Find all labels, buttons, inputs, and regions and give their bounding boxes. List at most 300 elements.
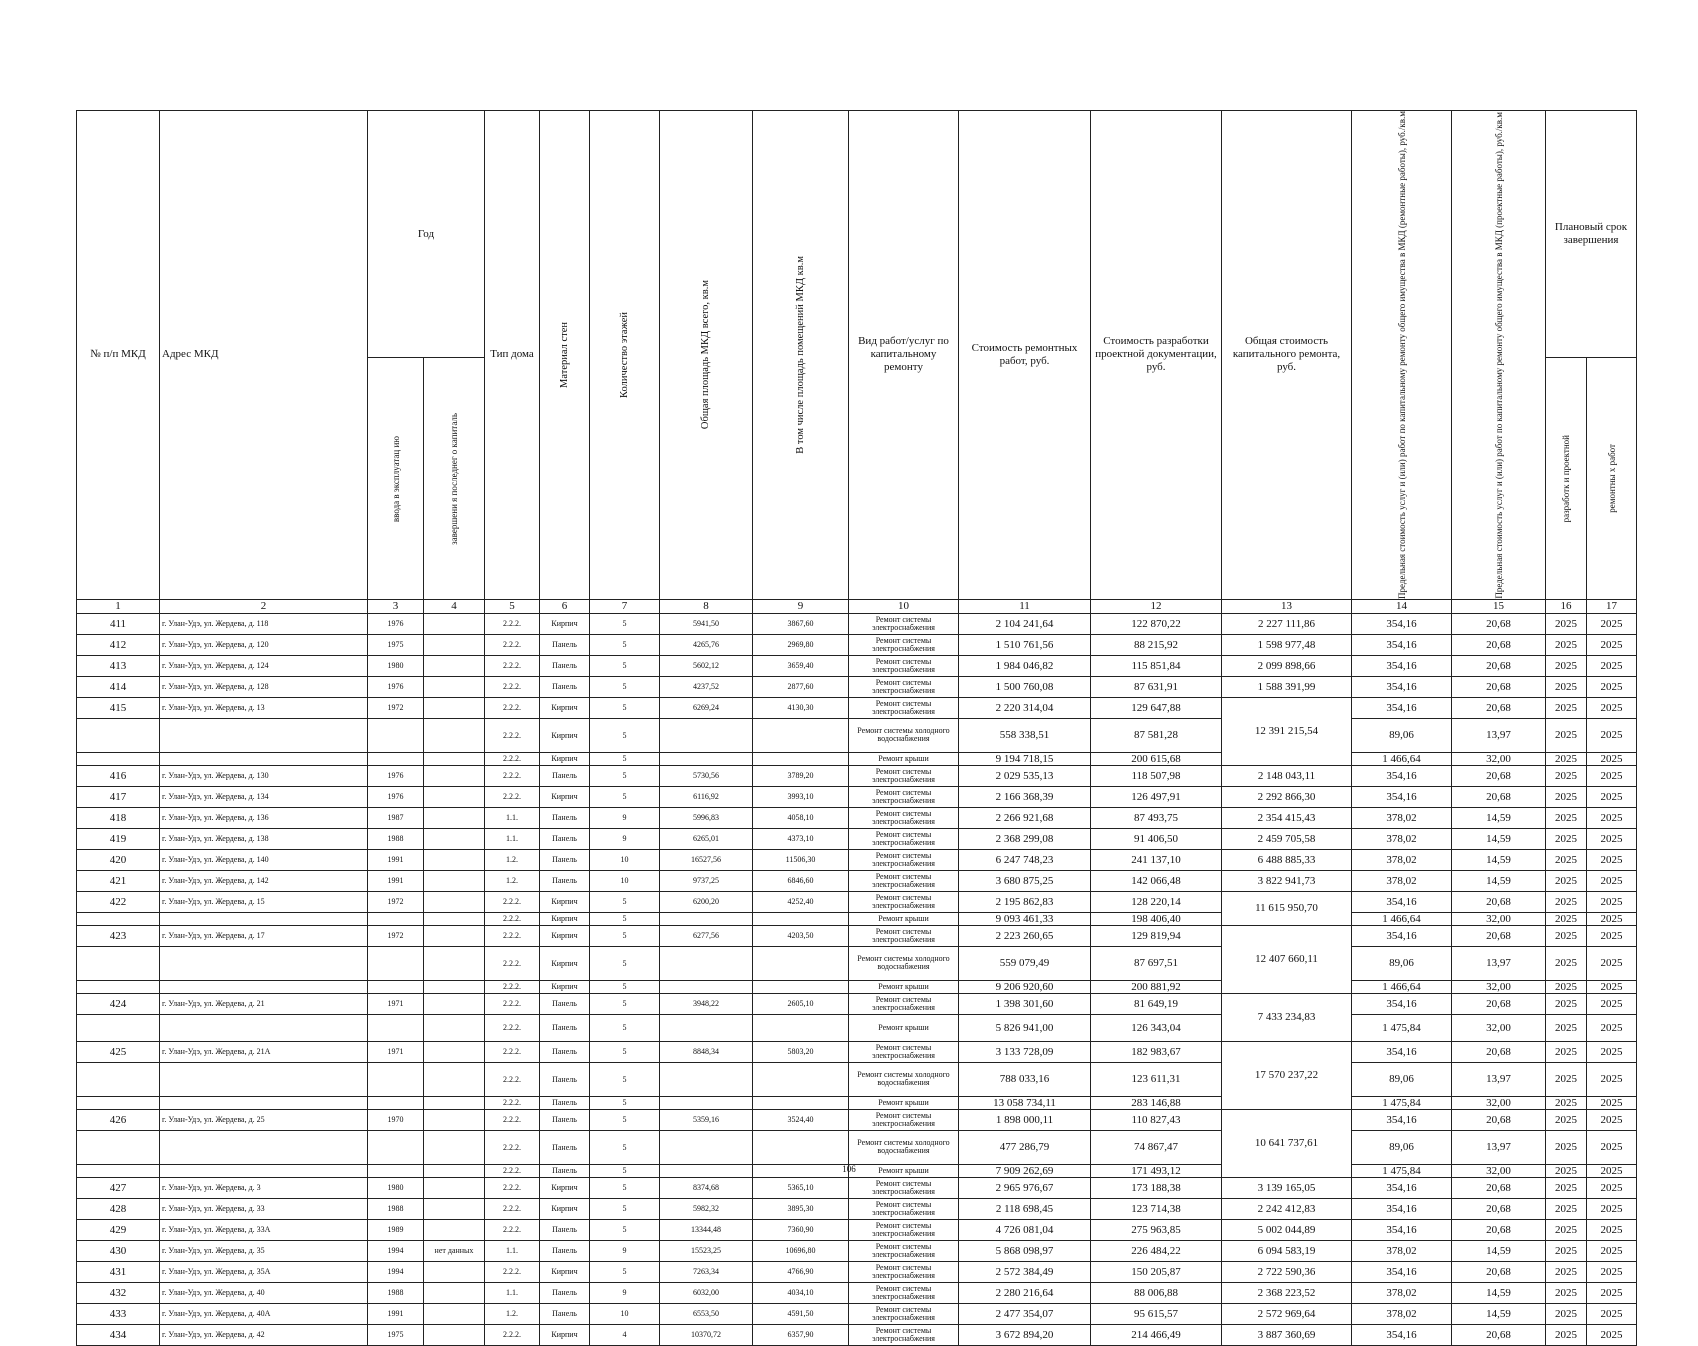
design-cost-cell: 283 146,88 — [1091, 1096, 1222, 1109]
year-commission-cell: 1976 — [368, 676, 424, 697]
limit-design-cell: 32,00 — [1452, 1164, 1546, 1177]
wall-material-cell: Кирпич — [540, 1261, 590, 1282]
column-number: 16 — [1546, 599, 1587, 613]
row-number: 427 — [77, 1177, 160, 1198]
design-cost-cell: 173 188,38 — [1091, 1177, 1222, 1198]
repair-cost-cell: 477 286,79 — [959, 1130, 1091, 1164]
limit-repair-cell: 354,16 — [1352, 993, 1452, 1014]
year-last-cell — [424, 676, 485, 697]
deadline-repair-cell: 2025 — [1587, 1062, 1637, 1096]
capital-repair-table-sheet — [76, 110, 1636, 1346]
year-commission-cell — [368, 1130, 424, 1164]
table-row — [77, 1282, 1637, 1303]
limit-repair-cell: 378,02 — [1352, 807, 1452, 828]
year-last-cell — [424, 1062, 485, 1096]
row-number: 428 — [77, 1198, 160, 1219]
floors-cell: 5 — [590, 912, 660, 925]
deadline-repair-cell: 2025 — [1587, 1324, 1637, 1345]
house-type-cell: 1.1. — [485, 1282, 540, 1303]
row-number — [77, 912, 160, 925]
total-cost-cell: 6 488 885,33 — [1222, 849, 1352, 870]
limit-repair-cell: 354,16 — [1352, 1177, 1452, 1198]
wall-material-cell: Панель — [540, 1240, 590, 1261]
floors-cell: 5 — [590, 891, 660, 912]
deadline-repair-cell: 2025 — [1587, 946, 1637, 980]
limit-repair-cell: 354,16 — [1352, 786, 1452, 807]
premises-area-cell: 4058,10 — [753, 807, 849, 828]
repair-cost-cell: 13 058 734,11 — [959, 1096, 1091, 1109]
floors-cell: 5 — [590, 1177, 660, 1198]
wall-material-cell: Панель — [540, 1130, 590, 1164]
total-area-cell — [660, 946, 753, 980]
capital-repair-table — [76, 110, 1637, 1346]
deadline-design-cell: 2025 — [1546, 634, 1587, 655]
wall-material-cell: Панель — [540, 634, 590, 655]
year-last-cell — [424, 1282, 485, 1303]
total-cost-cell: 2 242 412,83 — [1222, 1198, 1352, 1219]
year-commission-cell — [368, 752, 424, 765]
total-area-cell: 7263,34 — [660, 1261, 753, 1282]
design-cost-cell: 226 484,22 — [1091, 1240, 1222, 1261]
premises-area-cell: 6846,60 — [753, 870, 849, 891]
work-type-cell: Ремонт крыши — [849, 752, 959, 765]
row-number — [77, 1014, 160, 1041]
address-cell: г. Улан-Удэ, ул. Жердева, д. 120 — [160, 634, 368, 655]
address-cell: г. Улан-Удэ, ул. Жердева, д. 33 — [160, 1198, 368, 1219]
total-cost-cell: 2 227 111,86 — [1222, 613, 1352, 634]
wall-material-cell: Панель — [540, 870, 590, 891]
limit-repair-cell: 378,02 — [1352, 1282, 1452, 1303]
limit-design-cell: 20,68 — [1452, 697, 1546, 718]
floors-cell: 5 — [590, 1261, 660, 1282]
premises-area-cell: 3867,60 — [753, 613, 849, 634]
deadline-repair-cell: 2025 — [1587, 1096, 1637, 1109]
table-row — [77, 786, 1637, 807]
wall-material-cell: Кирпич — [540, 1324, 590, 1345]
table-row — [77, 718, 1637, 752]
design-cost-cell: 241 137,10 — [1091, 849, 1222, 870]
floors-cell: 5 — [590, 634, 660, 655]
table-row — [77, 912, 1637, 925]
header-num: № п/п МКД — [77, 111, 160, 600]
year-last-cell — [424, 912, 485, 925]
column-number: 15 — [1452, 599, 1546, 613]
address-cell: г. Улан-Удэ, ул. Жердева, д. 33А — [160, 1219, 368, 1240]
wall-material-cell: Кирпич — [540, 1177, 590, 1198]
work-type-cell: Ремонт системы электроснабжения — [849, 1282, 959, 1303]
row-number — [77, 1062, 160, 1096]
table-row — [77, 676, 1637, 697]
deadline-repair-cell: 2025 — [1587, 752, 1637, 765]
year-commission-cell: 1991 — [368, 849, 424, 870]
floors-cell: 5 — [590, 946, 660, 980]
limit-repair-cell: 1 475,84 — [1352, 1164, 1452, 1177]
limit-repair-cell: 354,16 — [1352, 1109, 1452, 1130]
design-cost-cell: 87 697,51 — [1091, 946, 1222, 980]
limit-design-cell: 20,68 — [1452, 1041, 1546, 1062]
limit-design-cell: 20,68 — [1452, 925, 1546, 946]
year-commission-cell: 1988 — [368, 828, 424, 849]
design-cost-cell: 126 343,04 — [1091, 1014, 1222, 1041]
work-type-cell: Ремонт системы электроснабжения — [849, 1219, 959, 1240]
repair-cost-cell: 5 868 098,97 — [959, 1240, 1091, 1261]
limit-repair-cell: 354,16 — [1352, 1198, 1452, 1219]
column-number: 17 — [1587, 599, 1637, 613]
year-last-cell — [424, 718, 485, 752]
year-last-cell — [424, 1096, 485, 1109]
year-commission-cell — [368, 980, 424, 993]
house-type-cell: 1.2. — [485, 849, 540, 870]
floors-cell: 10 — [590, 849, 660, 870]
year-commission-cell: 1989 — [368, 1219, 424, 1240]
premises-area-cell: 4252,40 — [753, 891, 849, 912]
deadline-repair-cell: 2025 — [1587, 786, 1637, 807]
repair-cost-cell: 1 398 301,60 — [959, 993, 1091, 1014]
wall-material-cell: Панель — [540, 1109, 590, 1130]
repair-cost-cell: 2 266 921,68 — [959, 807, 1091, 828]
premises-area-cell: 3789,20 — [753, 765, 849, 786]
work-type-cell: Ремонт системы электроснабжения — [849, 634, 959, 655]
address-cell — [160, 912, 368, 925]
row-number: 426 — [77, 1109, 160, 1130]
premises-area-cell: 4034,10 — [753, 1282, 849, 1303]
wall-material-cell: Кирпич — [540, 980, 590, 993]
limit-repair-cell: 354,16 — [1352, 891, 1452, 912]
repair-cost-cell: 2 118 698,45 — [959, 1198, 1091, 1219]
wall-material-cell: Кирпич — [540, 613, 590, 634]
premises-area-cell: 3895,30 — [753, 1198, 849, 1219]
premises-area-cell: 7360,90 — [753, 1219, 849, 1240]
table-row — [77, 980, 1637, 993]
floors-cell: 5 — [590, 980, 660, 993]
wall-material-cell: Панель — [540, 1303, 590, 1324]
year-commission-cell: 1975 — [368, 1324, 424, 1345]
year-commission-cell: 1976 — [368, 613, 424, 634]
floors-cell: 5 — [590, 718, 660, 752]
wall-material-cell: Панель — [540, 1062, 590, 1096]
row-number: 432 — [77, 1282, 160, 1303]
premises-area-cell: 10696,80 — [753, 1240, 849, 1261]
address-cell: г. Улан-Удэ, ул. Жердева, д. 3 — [160, 1177, 368, 1198]
header-deadline-repair: ремонтны х работ — [1587, 358, 1637, 600]
table-row — [77, 1303, 1637, 1324]
deadline-design-cell: 2025 — [1546, 676, 1587, 697]
total-area-cell: 5359,16 — [660, 1109, 753, 1130]
deadline-design-cell: 2025 — [1546, 925, 1587, 946]
deadline-design-cell: 2025 — [1546, 980, 1587, 993]
deadline-design-cell: 2025 — [1546, 993, 1587, 1014]
total-area-cell — [660, 752, 753, 765]
column-number: 3 — [368, 599, 424, 613]
design-cost-cell: 129 647,88 — [1091, 697, 1222, 718]
table-row — [77, 1198, 1637, 1219]
work-type-cell: Ремонт крыши — [849, 1096, 959, 1109]
design-cost-cell: 118 507,98 — [1091, 765, 1222, 786]
floors-cell: 5 — [590, 765, 660, 786]
year-last-cell — [424, 849, 485, 870]
year-last-cell — [424, 980, 485, 993]
premises-area-cell: 3993,10 — [753, 786, 849, 807]
repair-cost-cell: 3 672 894,20 — [959, 1324, 1091, 1345]
address-cell — [160, 980, 368, 993]
repair-cost-cell: 1 898 000,11 — [959, 1109, 1091, 1130]
year-last-cell — [424, 807, 485, 828]
column-number: 11 — [959, 599, 1091, 613]
design-cost-cell: 142 066,48 — [1091, 870, 1222, 891]
house-type-cell: 2.2.2. — [485, 925, 540, 946]
header-house-type: Тип дома — [485, 111, 540, 600]
floors-cell: 4 — [590, 1324, 660, 1345]
wall-material-cell: Панель — [540, 1014, 590, 1041]
year-last-cell — [424, 925, 485, 946]
row-number: 413 — [77, 655, 160, 676]
table-row — [77, 828, 1637, 849]
year-commission-cell — [368, 718, 424, 752]
year-commission-cell: 1987 — [368, 807, 424, 828]
work-type-cell: Ремонт системы электроснабжения — [849, 786, 959, 807]
wall-material-cell: Панель — [540, 1219, 590, 1240]
floors-cell: 5 — [590, 1041, 660, 1062]
design-cost-cell: 198 406,40 — [1091, 912, 1222, 925]
year-commission-cell: 1970 — [368, 1109, 424, 1130]
total-area-cell — [660, 912, 753, 925]
house-type-cell: 2.2.2. — [485, 1324, 540, 1345]
deadline-repair-cell: 2025 — [1587, 807, 1637, 828]
row-number: 411 — [77, 613, 160, 634]
work-type-cell: Ремонт системы электроснабжения — [849, 676, 959, 697]
row-number: 417 — [77, 786, 160, 807]
deadline-repair-cell: 2025 — [1587, 993, 1637, 1014]
deadline-design-cell: 2025 — [1546, 946, 1587, 980]
deadline-repair-cell: 2025 — [1587, 697, 1637, 718]
repair-cost-cell: 2 223 260,65 — [959, 925, 1091, 946]
address-cell: г. Улан-Удэ, ул. Жердева, д. 15 — [160, 891, 368, 912]
house-type-cell: 2.2.2. — [485, 1219, 540, 1240]
premises-area-cell — [753, 1130, 849, 1164]
row-number: 423 — [77, 925, 160, 946]
header-work-type: Вид работ/услуг по капитальному ремонту — [849, 111, 959, 600]
limit-design-cell: 13,97 — [1452, 946, 1546, 980]
table-body — [77, 613, 1637, 1345]
address-cell: г. Улан-Удэ, ул. Жердева, д. 134 — [160, 786, 368, 807]
deadline-repair-cell: 2025 — [1587, 655, 1637, 676]
address-cell — [160, 1130, 368, 1164]
table-row — [77, 1324, 1637, 1345]
premises-area-cell: 4373,10 — [753, 828, 849, 849]
total-area-cell: 15523,25 — [660, 1240, 753, 1261]
total-cost-cell: 2 354 415,43 — [1222, 807, 1352, 828]
floors-cell: 5 — [590, 1198, 660, 1219]
floors-cell: 10 — [590, 870, 660, 891]
floors-cell: 9 — [590, 828, 660, 849]
total-area-cell: 4237,52 — [660, 676, 753, 697]
total-cost-cell: 2 722 590,36 — [1222, 1261, 1352, 1282]
house-type-cell: 2.2.2. — [485, 765, 540, 786]
limit-repair-cell: 354,16 — [1352, 765, 1452, 786]
limit-design-cell: 20,68 — [1452, 765, 1546, 786]
work-type-cell: Ремонт системы электроснабжения — [849, 1109, 959, 1130]
deadline-design-cell: 2025 — [1546, 1219, 1587, 1240]
table-row — [77, 1062, 1637, 1096]
floors-cell: 5 — [590, 697, 660, 718]
column-number-row — [77, 599, 1637, 613]
design-cost-cell: 214 466,49 — [1091, 1324, 1222, 1345]
house-type-cell: 2.2.2. — [485, 1130, 540, 1164]
table-row — [77, 1109, 1637, 1130]
limit-design-cell: 20,68 — [1452, 1219, 1546, 1240]
work-type-cell: Ремонт системы электроснабжения — [849, 697, 959, 718]
repair-cost-cell: 2 965 976,67 — [959, 1177, 1091, 1198]
repair-cost-cell: 2 029 535,13 — [959, 765, 1091, 786]
floors-cell: 9 — [590, 1282, 660, 1303]
address-cell: г. Улан-Удэ, ул. Жердева, д. 21А — [160, 1041, 368, 1062]
deadline-repair-cell: 2025 — [1587, 849, 1637, 870]
deadline-repair-cell: 2025 — [1587, 870, 1637, 891]
total-cost-cell: 2 099 898,66 — [1222, 655, 1352, 676]
address-cell — [160, 946, 368, 980]
limit-repair-cell: 378,02 — [1352, 1240, 1452, 1261]
total-area-cell: 9737,25 — [660, 870, 753, 891]
design-cost-cell: 123 611,31 — [1091, 1062, 1222, 1096]
design-cost-cell: 123 714,38 — [1091, 1198, 1222, 1219]
limit-design-cell: 14,59 — [1452, 849, 1546, 870]
wall-material-cell: Панель — [540, 655, 590, 676]
total-area-cell: 4265,76 — [660, 634, 753, 655]
deadline-repair-cell: 2025 — [1587, 1041, 1637, 1062]
year-last-cell — [424, 1219, 485, 1240]
premises-area-cell — [753, 752, 849, 765]
year-last-cell: нет данных — [424, 1240, 485, 1261]
header-year-commission: ввода в эксплуатац ию — [368, 358, 424, 600]
row-number: 418 — [77, 807, 160, 828]
limit-design-cell: 32,00 — [1452, 752, 1546, 765]
column-number: 12 — [1091, 599, 1222, 613]
house-type-cell: 2.2.2. — [485, 1014, 540, 1041]
design-cost-cell: 87 493,75 — [1091, 807, 1222, 828]
premises-area-cell: 2877,60 — [753, 676, 849, 697]
year-commission-cell: 1972 — [368, 697, 424, 718]
deadline-design-cell: 2025 — [1546, 786, 1587, 807]
work-type-cell: Ремонт крыши — [849, 1164, 959, 1177]
work-type-cell: Ремонт системы электроснабжения — [849, 1041, 959, 1062]
total-area-cell: 6032,00 — [660, 1282, 753, 1303]
limit-design-cell: 20,68 — [1452, 676, 1546, 697]
year-last-cell — [424, 1177, 485, 1198]
header-year: Год — [368, 111, 485, 358]
row-number: 412 — [77, 634, 160, 655]
total-cost-cell: 1 598 977,48 — [1222, 634, 1352, 655]
column-number: 1 — [77, 599, 160, 613]
address-cell — [160, 1014, 368, 1041]
work-type-cell: Ремонт системы холодного водоснабжения — [849, 718, 959, 752]
deadline-design-cell: 2025 — [1546, 891, 1587, 912]
wall-material-cell: Кирпич — [540, 912, 590, 925]
premises-area-cell — [753, 1014, 849, 1041]
wall-material-cell: Панель — [540, 807, 590, 828]
header-address: Адрес МКД — [160, 111, 368, 600]
limit-repair-cell: 354,16 — [1352, 613, 1452, 634]
row-number — [77, 946, 160, 980]
total-cost-cell: 5 002 044,89 — [1222, 1219, 1352, 1240]
design-cost-cell: 200 615,68 — [1091, 752, 1222, 765]
house-type-cell: 2.2.2. — [485, 993, 540, 1014]
floors-cell: 5 — [590, 655, 660, 676]
work-type-cell: Ремонт крыши — [849, 980, 959, 993]
floors-cell: 5 — [590, 1219, 660, 1240]
limit-design-cell: 20,68 — [1452, 1324, 1546, 1345]
floors-cell: 5 — [590, 613, 660, 634]
year-commission-cell: 1971 — [368, 993, 424, 1014]
address-cell — [160, 1096, 368, 1109]
total-area-cell: 6277,56 — [660, 925, 753, 946]
row-number: 415 — [77, 697, 160, 718]
house-type-cell: 2.2.2. — [485, 676, 540, 697]
total-cost-cell: 2 459 705,58 — [1222, 828, 1352, 849]
year-last-cell — [424, 1130, 485, 1164]
limit-design-cell: 20,68 — [1452, 1177, 1546, 1198]
deadline-repair-cell: 2025 — [1587, 1177, 1637, 1198]
house-type-cell: 2.2.2. — [485, 1109, 540, 1130]
table-row — [77, 1014, 1637, 1041]
design-cost-cell: 182 983,67 — [1091, 1041, 1222, 1062]
address-cell: г. Улан-Удэ, ул. Жердева, д. 118 — [160, 613, 368, 634]
deadline-design-cell: 2025 — [1546, 828, 1587, 849]
year-last-cell — [424, 752, 485, 765]
year-last-cell — [424, 765, 485, 786]
work-type-cell: Ремонт крыши — [849, 912, 959, 925]
premises-area-cell: 4766,90 — [753, 1261, 849, 1282]
floors-cell: 5 — [590, 1062, 660, 1096]
limit-design-cell: 20,68 — [1452, 993, 1546, 1014]
total-cost-cell: 2 368 223,52 — [1222, 1282, 1352, 1303]
year-last-cell — [424, 613, 485, 634]
total-cost-cell: 7 433 234,83 — [1222, 993, 1352, 1041]
design-cost-cell: 150 205,87 — [1091, 1261, 1222, 1282]
deadline-design-cell: 2025 — [1546, 697, 1587, 718]
table-row — [77, 655, 1637, 676]
total-area-cell: 5602,12 — [660, 655, 753, 676]
work-type-cell: Ремонт системы электроснабжения — [849, 1240, 959, 1261]
premises-area-cell: 2969,80 — [753, 634, 849, 655]
table-row — [77, 849, 1637, 870]
total-cost-cell: 12 391 215,54 — [1222, 697, 1352, 765]
table-row — [77, 1096, 1637, 1109]
limit-repair-cell: 354,16 — [1352, 697, 1452, 718]
table-row — [77, 1219, 1637, 1240]
deadline-repair-cell: 2025 — [1587, 1261, 1637, 1282]
table-row — [77, 891, 1637, 912]
limit-design-cell: 32,00 — [1452, 1096, 1546, 1109]
deadline-design-cell: 2025 — [1546, 1282, 1587, 1303]
repair-cost-cell: 1 984 046,82 — [959, 655, 1091, 676]
total-area-cell: 5996,83 — [660, 807, 753, 828]
design-cost-cell: 275 963,85 — [1091, 1219, 1222, 1240]
wall-material-cell: Панель — [540, 828, 590, 849]
wall-material-cell: Кирпич — [540, 891, 590, 912]
year-last-cell — [424, 1198, 485, 1219]
row-number — [77, 718, 160, 752]
table-row — [77, 1041, 1637, 1062]
premises-area-cell — [753, 946, 849, 980]
address-cell: г. Улан-Удэ, ул. Жердева, д. 128 — [160, 676, 368, 697]
wall-material-cell: Кирпич — [540, 1198, 590, 1219]
design-cost-cell: 87 631,91 — [1091, 676, 1222, 697]
repair-cost-cell: 3 680 875,25 — [959, 870, 1091, 891]
deadline-design-cell: 2025 — [1546, 765, 1587, 786]
repair-cost-cell: 2 220 314,04 — [959, 697, 1091, 718]
deadline-design-cell: 2025 — [1546, 718, 1587, 752]
work-type-cell: Ремонт системы электроснабжения — [849, 891, 959, 912]
